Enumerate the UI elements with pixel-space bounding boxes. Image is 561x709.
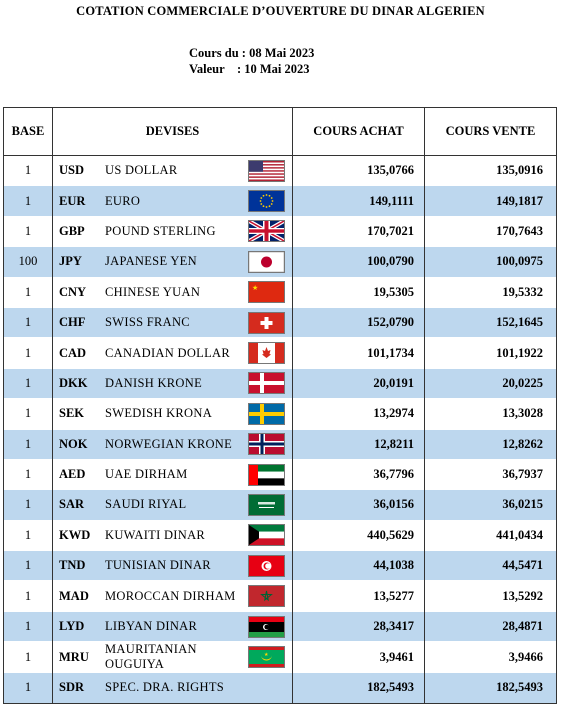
cell-vente: 13,3028: [425, 399, 557, 429]
table-row: [4, 156, 557, 186]
currency-code: AED: [59, 467, 86, 482]
cell-achat: 13,5277: [293, 581, 425, 611]
svg-text:★: ★: [264, 652, 269, 659]
cell-achat: 152,0790: [293, 307, 425, 337]
cell-base: 1: [4, 186, 53, 216]
cell-base: 1: [4, 338, 53, 368]
sweden-flag-icon: [249, 404, 284, 424]
header-devises: DEVISES: [53, 108, 293, 156]
table-row: [4, 551, 557, 581]
cell-vente: 13,5292: [425, 581, 557, 611]
page-title: COTATION COMMERCIALE D’OUVERTURE DU DINAR ALGERIEN: [76, 4, 485, 18]
swiss-flag-icon: [249, 313, 284, 333]
table-row: [4, 520, 557, 550]
cell-achat: 170,7021: [293, 216, 425, 246]
cell-achat: 135,0766: [293, 156, 425, 186]
cell-base: 100: [4, 247, 53, 277]
cell-devise: [53, 216, 293, 246]
cell-devise: [53, 277, 293, 307]
cell-vente: 135,0916: [425, 156, 557, 186]
cell-base: 1: [4, 490, 53, 520]
cell-base: 1: [4, 673, 53, 703]
cell-achat: 101,1734: [293, 338, 425, 368]
cell-vente: 3,9466: [425, 642, 557, 673]
cell-base: 1: [4, 399, 53, 429]
currency-code: LYD: [59, 619, 85, 634]
cell-base: 1: [4, 611, 53, 641]
cell-devise: [53, 490, 293, 520]
currency-name: SWISS FRANC: [105, 315, 190, 330]
cell-achat: 3,9461: [293, 642, 425, 673]
cell-base: 1: [4, 642, 53, 673]
libya-flag-icon: [249, 617, 284, 637]
table-row: [4, 429, 557, 459]
table-row: [4, 673, 557, 703]
cell-achat: 13,2974: [293, 399, 425, 429]
currency-code: CHF: [59, 315, 86, 330]
cell-devise: [53, 247, 293, 277]
tunisia-flag-icon: [249, 556, 284, 576]
currency-name: CHINESE YUAN: [105, 284, 201, 299]
currency-code: SEK: [59, 406, 85, 421]
cell-base: 1: [4, 459, 53, 489]
morocco-flag-icon: [249, 586, 284, 606]
table-row: [4, 368, 557, 398]
cell-achat: 149,1111: [293, 186, 425, 216]
cell-achat: 12,8211: [293, 429, 425, 459]
cell-devise: [53, 307, 293, 337]
rates-table: [3, 107, 557, 704]
table-row: [4, 642, 557, 673]
cell-achat: 100,0790: [293, 247, 425, 277]
cell-achat: 36,7796: [293, 459, 425, 489]
table-row: [4, 490, 557, 520]
currency-code: KWD: [59, 527, 91, 542]
table-row: [4, 611, 557, 641]
cell-vente: 36,7937: [425, 459, 557, 489]
cell-vente: 20,0225: [425, 368, 557, 398]
cell-devise: [53, 399, 293, 429]
cell-base: 1: [4, 307, 53, 337]
cell-base: 1: [4, 429, 53, 459]
currency-name: MAURITANIAN OUGUIYA: [105, 642, 197, 672]
currency-name: UAE DIRHAM: [105, 467, 188, 482]
currency-code: SDR: [59, 680, 85, 695]
cell-achat: 28,3417: [293, 611, 425, 641]
cell-base: 1: [4, 551, 53, 581]
cell-base: 1: [4, 581, 53, 611]
cell-base: 1: [4, 277, 53, 307]
cell-devise: [53, 673, 293, 703]
cell-base: 1: [4, 368, 53, 398]
cours-label: Cours du: [189, 46, 239, 60]
norway-flag-icon: [249, 434, 284, 454]
table-row: [4, 216, 557, 246]
currency-code: CAD: [59, 345, 87, 360]
header-achat: COURS ACHAT: [293, 108, 425, 156]
valeur-date: : 10 Mai 2023: [236, 62, 310, 76]
date-block: [189, 45, 314, 77]
uk-flag-icon: [249, 221, 284, 241]
cell-base: 1: [4, 520, 53, 550]
table-row: [4, 186, 557, 216]
currency-name: US DOLLAR: [105, 163, 178, 178]
currency-name: EURO: [105, 193, 141, 208]
cell-vente: 12,8262: [425, 429, 557, 459]
cell-devise: [53, 338, 293, 368]
currency-code: DKK: [59, 375, 88, 390]
currency-name: JAPANESE YEN: [105, 254, 197, 269]
currency-name: SPEC. DRA. RIGHTS: [105, 680, 225, 695]
cell-vente: 182,5493: [425, 673, 557, 703]
currency-name: TUNISIAN DINAR: [105, 558, 211, 573]
cell-achat: 44,1038: [293, 551, 425, 581]
currency-name: DANISH KRONE: [105, 375, 203, 390]
currency-code: TND: [59, 558, 86, 573]
cell-devise: [53, 368, 293, 398]
denmark-flag-icon: [249, 373, 284, 393]
japan-flag-icon: [249, 252, 284, 272]
currency-code: USD: [59, 163, 85, 178]
header-base: BASE: [4, 108, 53, 156]
us-flag-icon: [249, 161, 284, 181]
cell-achat: 182,5493: [293, 673, 425, 703]
currency-code: EUR: [59, 193, 86, 208]
cell-vente: 44,5471: [425, 551, 557, 581]
table-row: [4, 581, 557, 611]
table-row: [4, 459, 557, 489]
currency-code: GBP: [59, 223, 85, 238]
cell-vente: 170,7643: [425, 216, 557, 246]
cell-achat: 20,0191: [293, 368, 425, 398]
currency-code: CNY: [59, 284, 87, 299]
currency-name: POUND STERLING: [105, 223, 216, 238]
cell-achat: 440,5629: [293, 520, 425, 550]
table-row: [4, 399, 557, 429]
no-flag: [249, 678, 284, 698]
uae-flag-icon: [249, 465, 284, 485]
header-vente: COURS VENTE: [425, 108, 557, 156]
currency-name: MOROCCAN DIRHAM: [105, 588, 236, 603]
mauritania-flag-icon: [249, 647, 284, 667]
table-row: [4, 247, 557, 277]
cell-vente: 19,5332: [425, 277, 557, 307]
table-row: [4, 277, 557, 307]
canada-flag-icon: [249, 343, 284, 363]
currency-code: NOK: [59, 436, 88, 451]
cell-vente: 36,0215: [425, 490, 557, 520]
cell-devise: [53, 459, 293, 489]
cell-base: 1: [4, 156, 53, 186]
table-row: [4, 307, 557, 337]
cell-vente: 149,1817: [425, 186, 557, 216]
cell-devise: [53, 551, 293, 581]
table-header-row: [4, 108, 557, 156]
svg-text:★: ★: [252, 284, 259, 293]
cell-devise: [53, 520, 293, 550]
cell-devise: [53, 581, 293, 611]
currency-name: CANADIAN DOLLAR: [105, 345, 230, 360]
cell-vente: 441,0434: [425, 520, 557, 550]
saudi-flag-icon: [249, 495, 284, 515]
cell-devise: [53, 611, 293, 641]
currency-code: JPY: [59, 254, 82, 269]
cell-achat: 36,0156: [293, 490, 425, 520]
cell-achat: 19,5305: [293, 277, 425, 307]
currency-name: SWEDISH KRONA: [105, 406, 213, 421]
cell-devise: [53, 642, 293, 673]
cours-date: : 08 Mai 2023: [241, 46, 315, 60]
cell-devise: [53, 429, 293, 459]
cell-devise: [53, 156, 293, 186]
cell-vente: 28,4871: [425, 611, 557, 641]
china-flag-icon: [249, 282, 284, 302]
currency-name: NORWEGIAN KRONE: [105, 436, 233, 451]
currency-code: SAR: [59, 497, 85, 512]
cell-vente: 101,1922: [425, 338, 557, 368]
currency-name: LIBYAN DINAR: [105, 619, 198, 634]
currency-name: KUWAITI DINAR: [105, 527, 206, 542]
cell-vente: 152,1645: [425, 307, 557, 337]
eu-flag-icon: [249, 191, 284, 211]
cell-base: 1: [4, 216, 53, 246]
currency-code: MRU: [59, 649, 89, 664]
currency-code: MAD: [59, 588, 89, 603]
valeur-label: Valeur: [189, 62, 225, 76]
currency-name: SAUDI RIYAL: [105, 497, 187, 512]
table-row: [4, 338, 557, 368]
kuwait-flag-icon: [249, 525, 284, 545]
cell-vente: 100,0975: [425, 247, 557, 277]
cell-devise: [53, 186, 293, 216]
